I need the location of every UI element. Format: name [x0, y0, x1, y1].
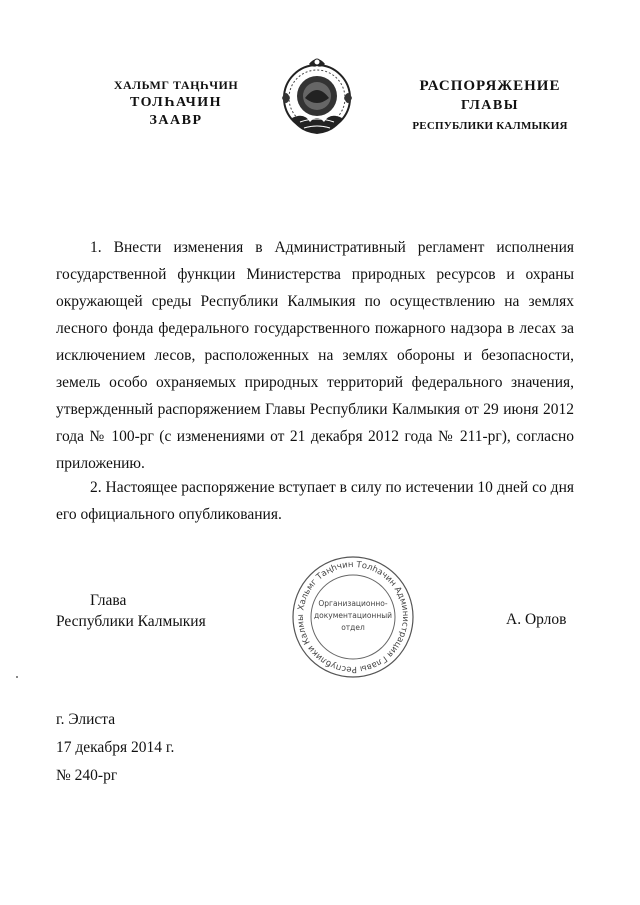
header-left-line3: ЗААВР: [149, 113, 203, 128]
signature-title-line2: Республики Калмыкия: [56, 613, 206, 630]
signature-title-line1: Глава: [90, 592, 127, 609]
document-footer: [56, 706, 174, 790]
footer-city: г. Элиста: [56, 711, 116, 728]
header-right: [400, 76, 580, 136]
paragraph-1: 1. Внести изменения в Административный регламент исполнения государственной функции Министерства природных ресурсов и охраны окружающей среды Республики Калмыкия по осуществлению на землях лесного фонда федерального государственного пожарного надзора в лесах за исключением лесов, расположенных на землях обороны и безопасности, земель особо охраняемых природных территорий федерального значения, утвержденный распоряжением Главы Республики Калмыкия от 29 июня 2012 года № 100-рг (с изменениями от 21 декабря 2012 года № 211-рг), согласно приложению.: [56, 239, 574, 472]
round-stamp-icon: [290, 554, 416, 680]
stamp-center-line3: отдел: [341, 623, 365, 632]
header-right-line1: РАСПОРЯЖЕНИЕ: [419, 78, 561, 94]
paragraph-2: 2. Настоящее распоряжение вступает в силу по истечении 10 дней со дня его официального опубликования.: [56, 479, 574, 523]
header-left-line1: ХАЛЬМГ ТАҢҺЧИН: [113, 78, 239, 92]
header-left: [96, 76, 256, 130]
header-right-line2: ГЛАВЫ: [461, 98, 519, 113]
signature-name: А. Орлов: [506, 611, 567, 628]
header-right-line3: РЕСПУБЛИКИ КАЛМЫКИЯ: [412, 120, 568, 132]
footer-date: 17 декабря 2014 г.: [56, 739, 175, 756]
scan-speck: [16, 676, 18, 678]
coat-of-arms-icon: [276, 52, 358, 142]
stamp-ring-text: Хальмг Таңһчин Толһачин Администрация Главы Республики Калмы: [295, 559, 411, 675]
stamp-center-line1: Организационно-: [318, 599, 388, 608]
stamp-center-line2: документационный: [313, 611, 393, 620]
header-left-line2: ТОЛҺАЧИН: [129, 95, 223, 110]
signature-title: [56, 590, 206, 632]
footer-number: № 240-рг: [56, 767, 118, 784]
